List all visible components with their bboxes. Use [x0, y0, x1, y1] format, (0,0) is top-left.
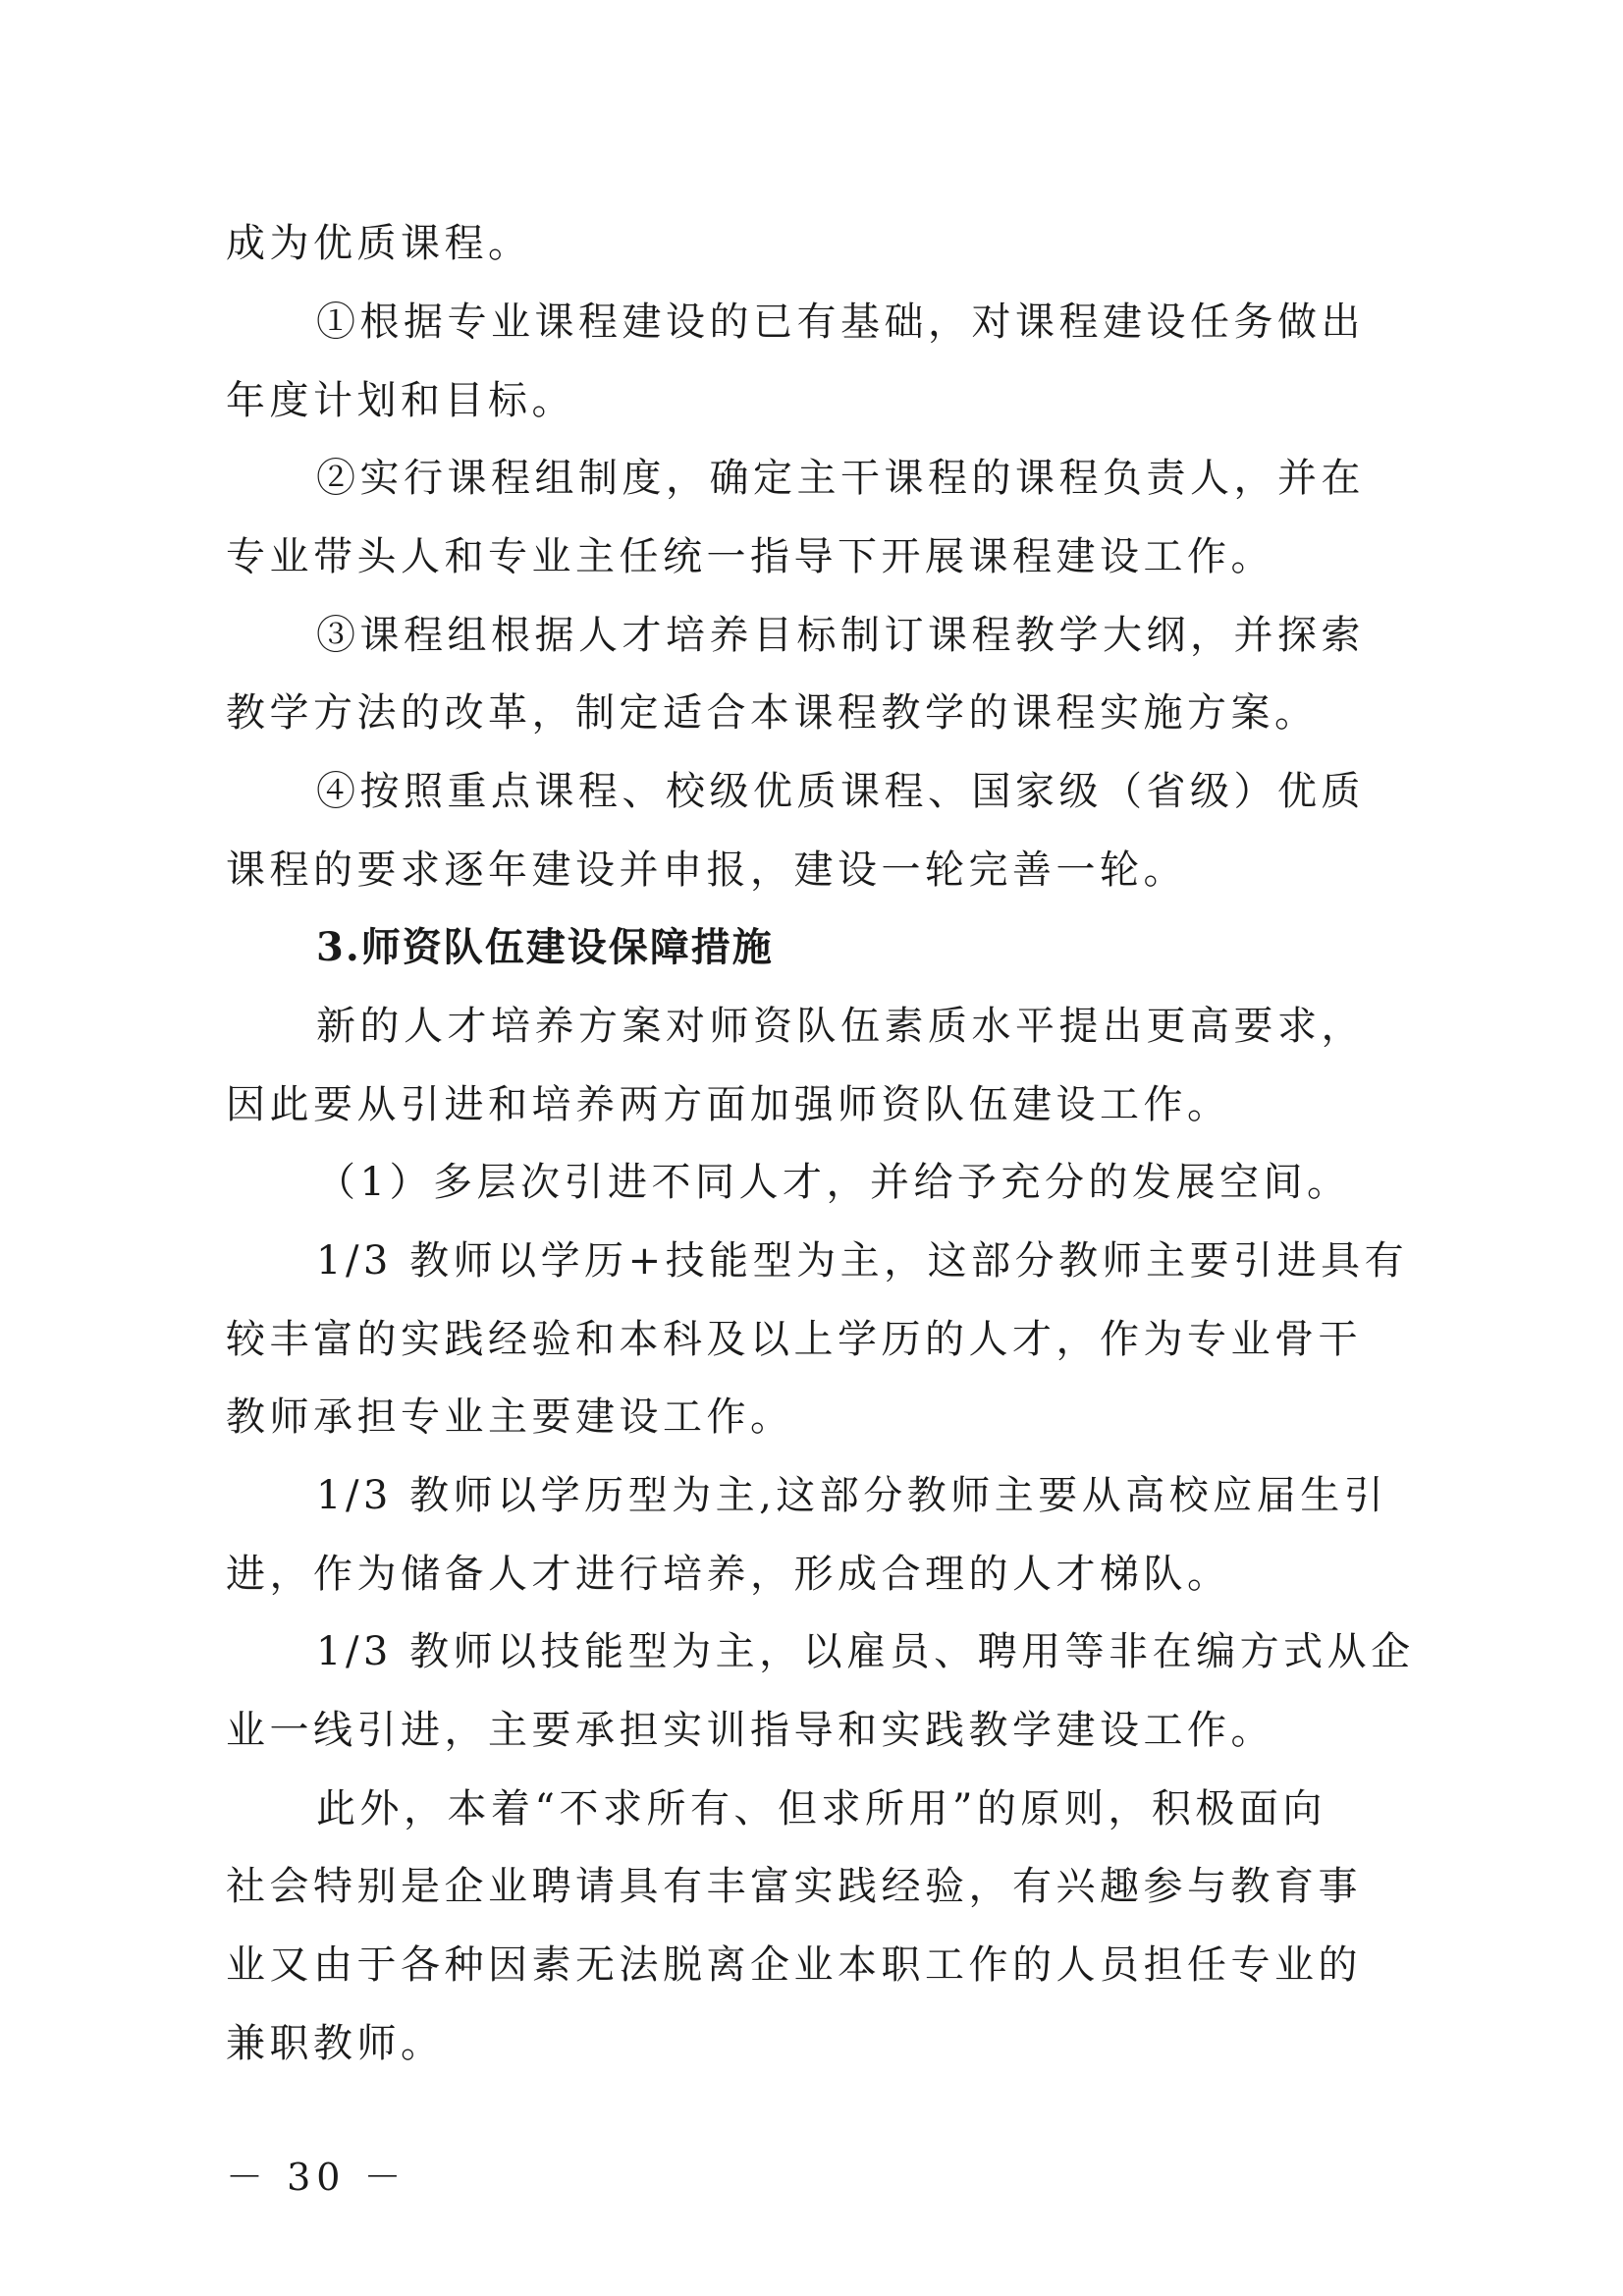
text-line: 专业带头人和专业主任统一指导下开展课程建设工作。	[226, 534, 1274, 579]
text-line: 成为优质课程。	[226, 221, 532, 266]
text-line: 1/3 教师以学历型为主,这部分教师主要从高校应届生引	[316, 1473, 1388, 1518]
text-line: 1/3 教师以学历+技能型为主，这部分教师主要引进具有	[316, 1238, 1409, 1284]
text-line: ④按照重点课程、校级优质课程、国家级（省级）优质	[316, 769, 1365, 814]
text-line: 业又由于各种因素无法脱离企业本职工作的人员担任专业的	[226, 1942, 1362, 1988]
text-line: 业一线引进，主要承担实训指导和实践教学建设工作。	[226, 1708, 1274, 1753]
text-line: 课程的要求逐年建设并申报，建设一轮完善一轮。	[226, 847, 1187, 893]
text-line: ③课程组根据人才培养目标制订课程教学大纲，并探索	[316, 613, 1365, 658]
text-line: 进，作为储备人才进行培养，形成合理的人才梯队。	[226, 1552, 1231, 1597]
text-line: （1）多层次引进不同人才，并给予充分的发展空间。	[316, 1160, 1351, 1205]
text-line: 新的人才培养方案对师资队伍素质水平提出更高要求，	[316, 1004, 1365, 1049]
text-line: 年度计划和目标。	[226, 378, 575, 423]
text-line: 因此要从引进和培养两方面加强师资队伍建设工作。	[226, 1082, 1231, 1127]
section-heading: 3.师资队伍建设保障措施	[316, 924, 774, 970]
text-line: ①根据专业课程建设的已有基础，对课程建设任务做出	[316, 300, 1365, 345]
text-line: 1/3 教师以技能型为主，以雇员、聘用等非在编方式从企	[316, 1629, 1415, 1674]
page-number: － 30 －	[226, 2156, 407, 2199]
text-line: ②实行课程组制度，确定主干课程的课程负责人，并在	[316, 456, 1365, 501]
text-line: 兼职教师。	[226, 2021, 445, 2066]
text-line: 教学方法的改革，制定适合本课程教学的课程实施方案。	[226, 690, 1319, 736]
text-line: 较丰富的实践经验和本科及以上学历的人才，作为专业骨干	[226, 1317, 1362, 1362]
text-line: 教师承担专业主要建设工作。	[226, 1394, 794, 1440]
text-line: 此外，本着“不求所有、但求所用”的原则，积极面向	[316, 1786, 1326, 1831]
text-line: 社会特别是企业聘请具有丰富实践经验，有兴趣参与教育事	[226, 1864, 1362, 1909]
